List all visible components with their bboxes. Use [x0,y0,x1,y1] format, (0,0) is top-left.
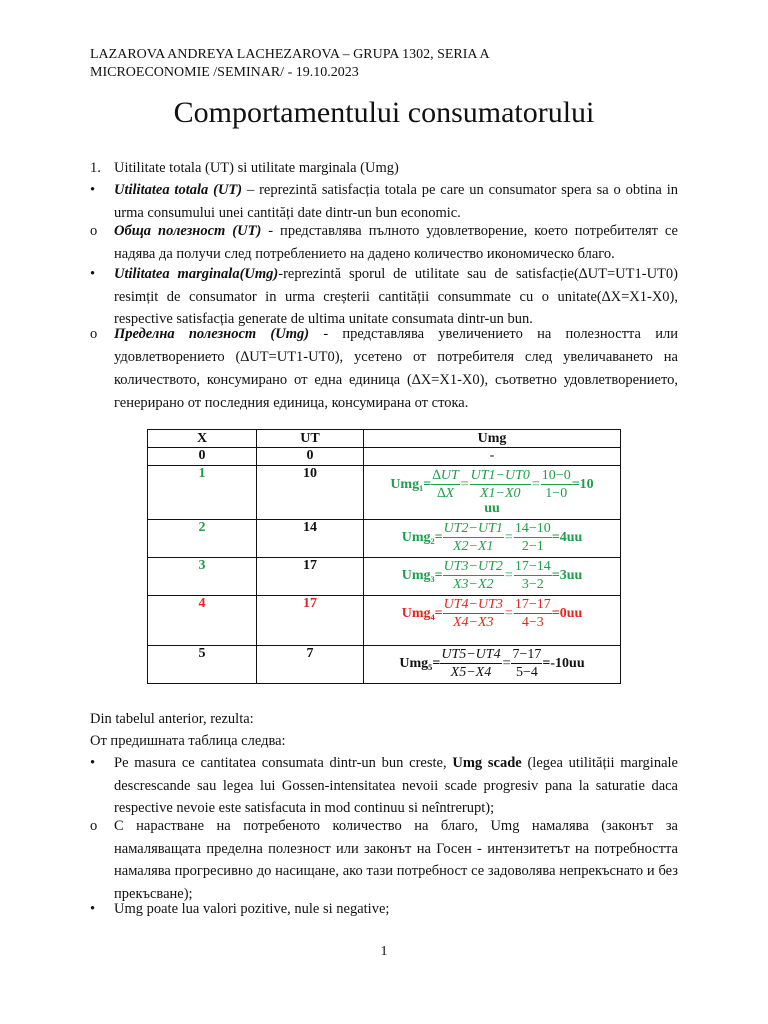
definition: -reprezintă sporul de utilitate sau de satisfacție(∆UT=UT1-UT0) resimțit de consumator in urma creșterii cantității consummate cu o unitate(∆X=X1-X0), respective satisfacția generate de ultima unitate consumata dintr-un bun. [114,266,678,327]
cell-x: 1 [148,466,257,520]
cell-umg: Umg₃= $\frac{UT3-UT2}{X3-X2}$ = $\frac{17-14}{3-2}$ =3uu [364,558,621,596]
paragraph: Umg poate lua valori pozitive, nule si negative; [114,901,390,917]
term: Пределна полезност (Umg) [114,326,310,342]
table-row [148,520,621,558]
formula-result: =10 [571,476,594,492]
umg-scade: Umg scade [452,755,522,771]
paragraph [114,263,678,331]
definition: - представлява пълното удовлетворение, което потребителят се надява да получи след потреблението на дадено количество икономическо благо. [114,223,678,262]
section-heading: Uitilitate totala (UT) si utilitate marginala (Umg) [114,160,399,176]
circle-bullet-icon: o [90,326,98,342]
cell-x: 3 [148,558,257,596]
conclusion-bullet-3 [90,898,678,921]
formula-label: Umg₄= [401,605,443,621]
formula-unit: uu [484,501,500,516]
table-header-row [148,430,621,448]
fraction-ut: $\frac{UT2-UT1}{X2-X1}$ [443,521,503,554]
formula-label: Umg₂= [401,529,443,545]
term: Обща полезност (UT) [114,223,262,239]
page-number: 1 [380,944,388,959]
table-row [148,466,621,520]
term: Utilitatea marginala(Umg) [114,266,279,282]
cell-umg: Umg₄= $\frac{UT4-UT3}{X4-X3}$ = $\frac{17-17}{4-3}$ =0uu [364,596,621,646]
fraction-ut: $\frac{UT3-UT2}{X3-X2}$ [443,559,503,592]
bullet-icon: • [90,266,96,282]
term: Utilitatea totala (UT) [114,182,243,198]
cell-ut: 10 [257,466,364,520]
header-line-1: LAZAROVA ANDREYA LACHEZAROVA – GRUPA 1302, SERIA A [90,47,490,62]
cell-ut: 14 [257,520,364,558]
formula-result: =0uu [551,605,583,621]
formula-result: =3uu [551,567,583,583]
conclusion-bg: От предишната таблица следва: [90,733,286,749]
conclusion-bullet-2 [90,815,678,905]
utility-table [147,429,621,684]
table-row [148,558,621,596]
cell-umg: Umg₁= $\frac{\Delta UT}{\Delta X}$ = $\frac{UT1-UT0}{X1-X0}$ = $\frac{10-0}{1-0}$ =10 uu [364,466,621,520]
cell-ut: 0 [257,448,364,466]
table-row [148,596,621,646]
paragraph [114,179,678,224]
bullet-obshta-poleznost [90,220,678,265]
conclusion-ro: Din tabelul anterior, rezulta: [90,711,254,727]
header-ut: UT [257,430,364,448]
bullet-icon: • [90,901,96,917]
cell-x: 5 [148,646,257,684]
fraction-values: $\frac{10-0}{1-0}$ [541,468,571,501]
formula-label: Umg₁= [390,476,432,492]
bullet-predelna-poleznost [90,323,678,415]
section-marker: 1. [90,160,101,176]
fraction-values: $\frac{7-17}{5-4}$ [512,647,542,680]
bullet-icon: • [90,755,96,771]
paragraph [114,323,678,415]
header-x: X [148,430,257,448]
bullet-utilitatea-totala [90,179,678,224]
fraction-ut: $\frac{UT4-UT3}{X4-X3}$ [443,597,503,630]
fraction-values: $\frac{17-17}{4-3}$ [514,597,551,630]
cell-ut: 17 [257,596,364,646]
definition: – reprezintă satisfacția totala pe care un consumator spera sa o obtina in urma consumului unei cantități date dintr-un bun economic. [114,182,678,221]
circle-bullet-icon: o [90,818,98,834]
cell-x: 0 [148,448,257,466]
formula-label: Umg₅= [399,655,441,671]
cell-x: 4 [148,596,257,646]
definition: - представлява увеличението на полезността или удовлетворението (∆UT=UT1-UT0), усетено от потребителя след увеличаването на количеството, консумирано от една единица (∆X=X1-X0), съответно удовлетворението, генерирано от последния единица, консумирана от стока. [114,326,678,411]
paragraph [114,220,678,265]
bullet-icon: • [90,182,96,198]
table-row [148,448,621,466]
fraction-delta: $\frac{\Delta UT}{\Delta X}$ [432,468,459,501]
cell-x: 2 [148,520,257,558]
paragraph: Pe masura ce cantitatea consumata dintr-un bun creste, Umg scade (legea utilității marginale descrescande sau legea lui Gossen-intensitatea nevoii scade progresiv pana la saturatie daca respective nevoie este satisfacuta in mod continuu si neîntrerupt); [114,755,678,816]
paragraph: С нарастване на потребеното количество на благо, Umg намалява (законът за намаляващата пределна полезност или законът на Госен - интензитетът на потребността намалява прогресивно до насищане, ако тази потребност се задоволява непрекъснато и без прекъсване); [114,818,678,902]
cell-ut: 7 [257,646,364,684]
formula-result: =-10uu [542,655,585,671]
header-line-2: MICROECONOMIE /SEMINAR/ - 19.10.2023 [90,65,359,80]
formula-label: Umg₃= [401,567,443,583]
fraction-values: $\frac{14-10}{2-1}$ [514,521,551,554]
header-umg: Umg [364,430,621,448]
bullet-utilitatea-marginala [90,263,678,331]
conclusion-bullet-1 [90,752,678,820]
fraction-ut: $\frac{UT1-UT0}{X1-X0}$ [470,468,530,501]
page-title: Comportamentului consumatorului [173,96,595,129]
cell-umg: Umg₂= $\frac{UT2-UT1}{X2-X1}$ = $\frac{14-10}{2-1}$ =4uu [364,520,621,558]
section-1 [90,157,678,180]
cell-ut: 17 [257,558,364,596]
circle-bullet-icon: o [90,223,98,239]
fraction-ut: $\frac{UT5-UT4}{X5-X4}$ [441,647,501,680]
formula-result: =4uu [551,529,583,545]
table-row [148,646,621,684]
cell-umg: - [364,448,621,466]
cell-umg: Umg₅= $\frac{UT5-UT4}{X5-X4}$ = $\frac{7-17}{5-4}$ =-10uu [364,646,621,684]
fraction-values: $\frac{17-14}{3-2}$ [514,559,551,592]
